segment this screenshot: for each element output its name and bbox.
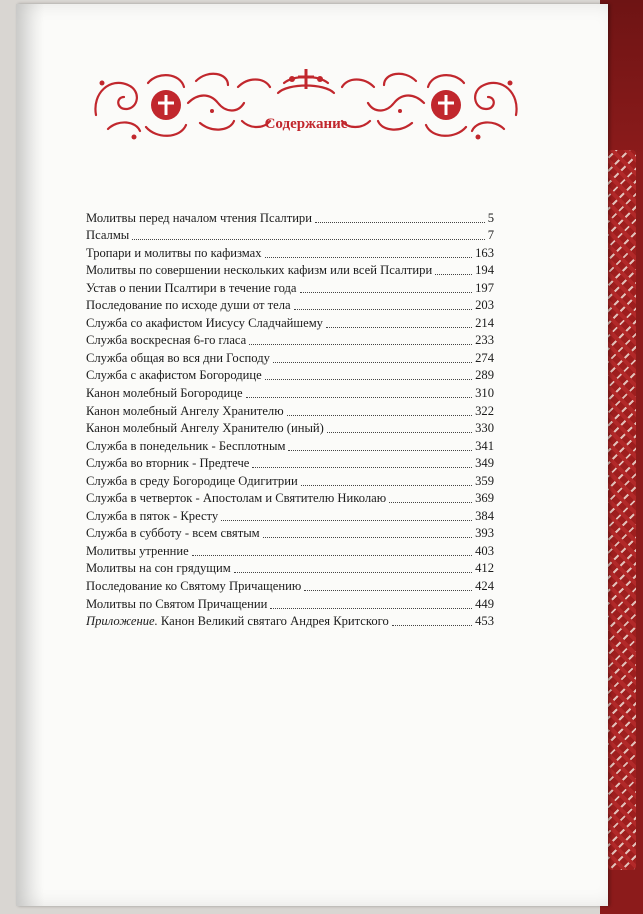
toc-entry [86,349,494,367]
dot-leader [132,238,484,240]
toc-page-number: 163 [475,245,494,260]
toc-entry-title: Молитвы перед началом чтения Псалтири [86,210,312,225]
toc-page-number: 403 [475,543,494,558]
toc-entry-label: Канон Великий святаго Андрея Критского [160,614,389,629]
toc-entry-title: Служба общая во вся дни Господу [86,350,270,365]
dot-leader [288,449,472,451]
toc-entry-title [86,613,389,630]
toc-entry [86,367,494,385]
toc-entry [86,420,494,438]
toc-entry [86,297,494,315]
toc-page-number: 384 [475,508,494,523]
dot-leader [392,624,472,626]
dot-leader [435,273,472,275]
toc-page-number: 197 [475,280,494,295]
toc-entry-title: Служба в пяток - Кресту [86,508,219,523]
toc-entry-title: Служба в понедельник - Бесплотным [86,438,286,453]
toc-entry-title: Молитвы утренние [86,543,189,558]
toc-entry-title: Канон молебный Ангелу Хранителю [86,403,284,418]
dot-leader [301,484,472,486]
dot-leader [246,396,473,398]
toc-page-number: 369 [475,491,494,506]
toc-entry [86,613,494,631]
toc-entry [86,227,494,245]
dot-leader [315,221,485,223]
toc-entry [86,472,494,490]
toc-entry [86,244,494,262]
dot-leader [327,431,472,433]
dot-leader [294,308,473,310]
toc-entry [86,332,494,350]
dot-leader [287,414,472,416]
toc-entry-prefix: Приложение. [86,614,158,629]
toc-entry-title: Последование ко Святому Причащению [86,579,302,594]
toc-page-number: 330 [475,421,494,436]
dot-leader [304,589,472,591]
dot-leader [221,519,472,521]
toc-page-number: 233 [475,333,494,348]
toc-entry-title: Молитвы по Святом Причащении [86,596,268,611]
toc-entry-title: Служба в субботу - всем святым [86,526,260,541]
toc-entry-title: Псалмы [86,228,130,243]
toc-page-number: 359 [475,473,494,488]
dot-leader [326,326,472,328]
gutter-shadow [16,4,44,906]
toc-page-number: 203 [475,298,494,313]
dot-leader [270,607,472,609]
toc-page-number: 453 [475,614,494,629]
toc-page-number: 424 [475,579,494,594]
toc-entry-title: Служба воскресная 6-го гласа [86,333,247,348]
dot-leader [389,501,472,503]
toc-page-number: 289 [475,368,494,383]
toc-entry-title: Служба в среду Богородице Одигитрии [86,473,298,488]
dot-leader [265,256,473,258]
toc-page-number: 7 [487,228,494,243]
toc-entry [86,525,494,543]
dot-leader [273,361,472,363]
toc-entry [86,437,494,455]
toc-entry-title: Канон молебный Ангелу Хранителю (иный) [86,421,324,436]
toc-entry-title: Служба в четверток - Апостолам и Святителю Николаю [86,491,387,506]
toc-entry-title: Устав о пении Псалтири в течение года [86,280,297,295]
toc-entry [86,279,494,297]
toc-entry-title: Служба с акафистом Богородице [86,368,262,383]
toc-entry-title: Канон молебный Богородице [86,386,243,401]
toc-page-number: 274 [475,350,494,365]
toc-entry [86,314,494,332]
dot-leader [263,536,472,538]
toc-page-number: 393 [475,526,494,541]
toc-entry-title: Служба во вторник - Предтече [86,456,250,471]
toc-entry [86,209,494,227]
toc-entry [86,384,494,402]
table-of-contents [86,209,494,630]
toc-entry [86,560,494,578]
dot-leader [265,378,472,380]
toc-page-number: 194 [475,263,494,278]
toc-entry-title: Молитвы по совершении нескольких кафизм или всей Псалтири [86,263,433,278]
toc-entry [86,507,494,525]
toc-page-number: 349 [475,456,494,471]
toc-entry [86,455,494,473]
toc-entry-title: Молитвы на сон грядущим [86,561,231,576]
page-title: Содержание [264,116,348,132]
toc-page-number: 310 [475,386,494,401]
toc-entry [86,577,494,595]
toc-page-number: 412 [475,561,494,576]
toc-entry [86,262,494,280]
toc-entry [86,542,494,560]
toc-entry-title: Служба со акафистом Иисусу Сладчайшему [86,315,323,330]
toc-entry [86,402,494,420]
dot-leader [300,291,473,293]
toc-page-number: 5 [487,210,494,225]
toc-entry [86,595,494,613]
toc-entry [86,490,494,508]
dot-leader [192,554,472,556]
dot-leader [249,343,472,345]
toc-page-number: 449 [475,596,494,611]
dot-leader [252,466,472,468]
cover-ornament-pattern [608,150,636,870]
toc-page-number: 341 [475,438,494,453]
toc-page-number: 322 [475,403,494,418]
toc-entry-title: Последование по исходе души от тела [86,298,291,313]
toc-entry-title: Тропари и молитвы по кафизмах [86,245,262,260]
dot-leader [234,571,472,573]
toc-page-number: 214 [475,315,494,330]
